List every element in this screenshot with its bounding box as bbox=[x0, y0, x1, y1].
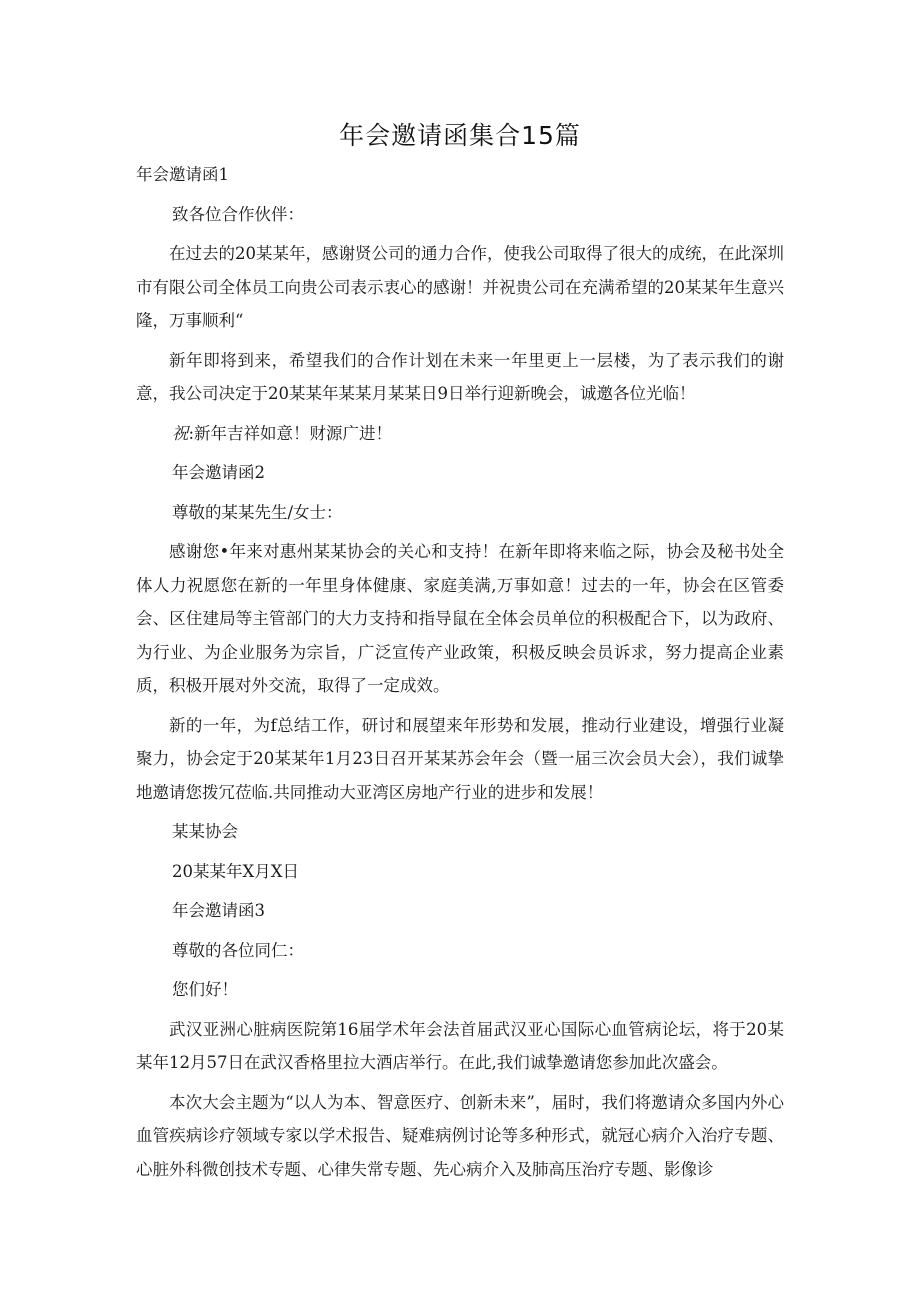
section-1-paragraph-1: 在过去的20某某年，感谢贤公司的通力合作，使我公司取得了很大的成统，在此深圳市有限公司全体员工向贵公司表示衷心的感谢！并祝贵公司在充满希望的20某某年生意兴隆，万事顺利“ bbox=[136, 244, 784, 330]
section-3-salutation: 尊敬的各位同仁： bbox=[172, 940, 304, 960]
section-1-salutation: 致各位合作伙伴： bbox=[172, 204, 304, 224]
section-2-signature: 某某协会 bbox=[172, 822, 238, 841]
section-2-heading: 年会邀请函2 bbox=[172, 463, 265, 482]
section-3-paragraph-1: 武汉亚洲心脏病医院第16届学术年会法首届武汉亚心国际心血管病论坛，将于20某某年12月57日在武汉香格里拉大酒店举行。在此,我们诚挚邀请您参加此次盛会。 bbox=[136, 1019, 784, 1072]
section-1-wish-text: :新年吉祥如意！财源广进！ bbox=[188, 423, 393, 443]
section-2-salutation: 尊敬的某某先生/女士： bbox=[172, 502, 343, 522]
document-title: 年会邀请函集合15篇 bbox=[339, 121, 581, 150]
section-1-wish-prefix: 祝 bbox=[172, 423, 189, 443]
document-body bbox=[136, 158, 784, 1192]
section-2-date: 20某某年X月X日 bbox=[172, 861, 299, 881]
section-2-paragraph-2: 新的一年，为f总结工作，研讨和展望来年形势和发展，推动行业建设，增强行业凝聚力，协会定于20某某年1月23日召开某某苏会年会（暨一届三次会员大会），我们诚挚地邀请您拨冗莅临.共同推动大亚湾区房地产行业的进步和发展！ bbox=[136, 715, 784, 802]
section-1-wish bbox=[136, 417, 784, 451]
section-1-heading: 年会邀请函1 bbox=[136, 165, 229, 184]
section-3-paragraph-2: 本次大会主题为“以人为本、智意医疗、创新未来”，届时，我们将邀请众多国内外心血管疾病诊疗领域专家以学术报告、疑难病例讨论等多种形式，就冠心病介入治疗专题、心脏外科微创技术专题、心律失常专题、先心病介入及肺高压治疗专题、影像诊 bbox=[136, 1092, 784, 1179]
section-3-heading: 年会邀请函3 bbox=[172, 901, 265, 920]
section-2-paragraph-1: 感谢您•年来对惠州某某协会的关心和支持！在新年即将来临之际，协会及秘书处全体人力祝愿您在新的一年里身体健康、家庭美满,万事如意！过去的一年，协会在区管委会、区住建局等主管部门的大力支持和指导鼠在全体会员单位的积极配合下，以为政府、为行业、为企业服务为宗旨，广泛宣传产业政策，积极反映会员诉求，努力提高企业素质，积极开展对外交流，取得了一定成效。 bbox=[136, 542, 784, 695]
section-1-paragraph-2: 新年即将到来，希望我们的合作计划在未来一年里更上一层楼，为了表示我们的谢意，我公司决定于20某某年某某月某某日9日举行迎新晚会，诚邀各位光临！ bbox=[136, 350, 784, 403]
section-3-greeting: 您们好！ bbox=[172, 980, 238, 999]
